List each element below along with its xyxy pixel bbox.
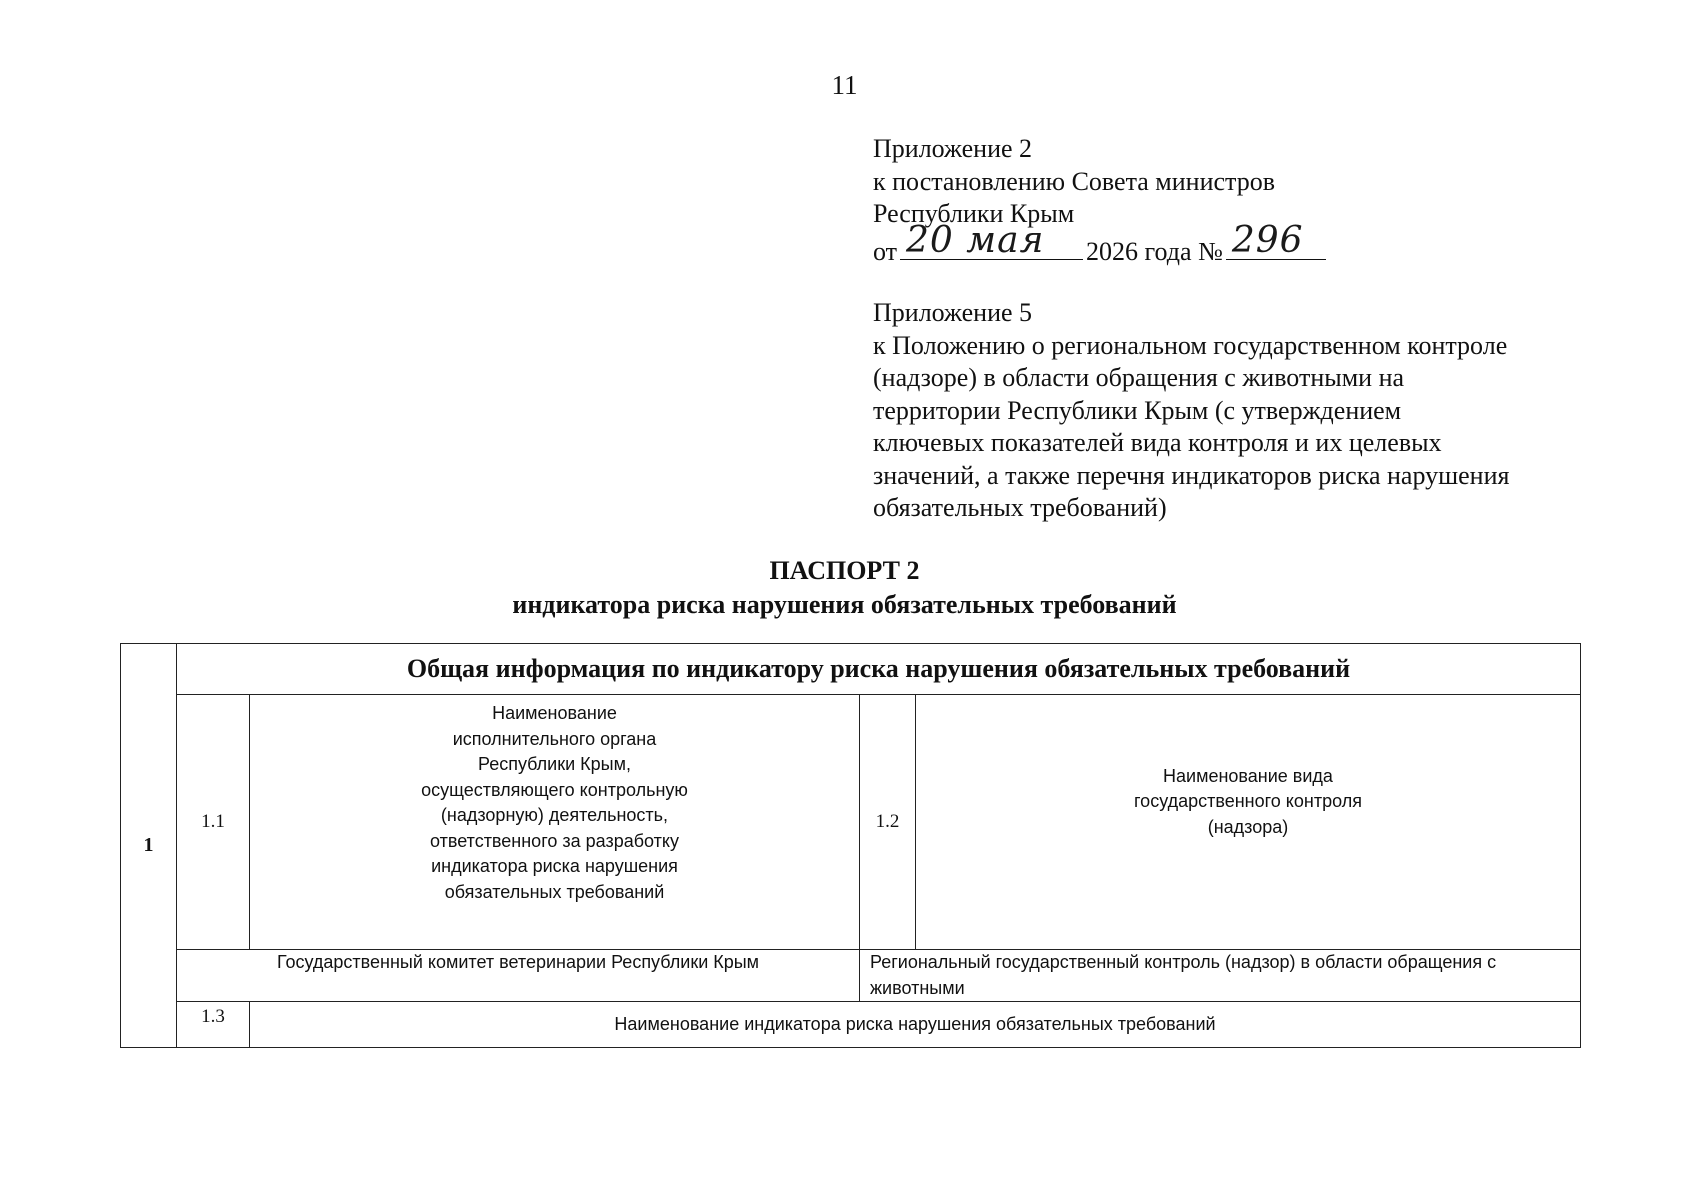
appendix-2-block xyxy=(873,133,1329,268)
label-line: обязательных требований xyxy=(444,881,665,902)
row-number: 1 xyxy=(121,644,177,1048)
appendix-5-line: (надзоре) в области обращения с животными на xyxy=(873,363,1405,392)
handwritten-date: 20 мая xyxy=(906,219,1045,261)
label-line: государственного контроля xyxy=(1134,791,1362,812)
appendix-2-date-line xyxy=(873,219,1329,269)
passport-table xyxy=(120,643,1581,1048)
label-line: индикатора риска нарушения xyxy=(431,856,678,876)
appendix-5-line: ключевых показателей вида контроля и их целевых xyxy=(873,428,1442,457)
field-label-1-1 xyxy=(250,695,860,950)
label-line: осуществляющего контрольную xyxy=(421,779,688,800)
field-number-1-3: 1.3 xyxy=(177,1002,250,1048)
label-line: исполнительного органа xyxy=(452,728,657,749)
appendix-2-line: Республики Крым xyxy=(873,199,1075,228)
handwritten-number: 296 xyxy=(1231,219,1304,261)
value-line: животными xyxy=(870,977,965,998)
appendix-5-line: обязательных требований) xyxy=(873,493,1167,522)
appendix-5-line: к Положению о региональном государственном контроле xyxy=(873,330,1508,360)
date-prefix: от xyxy=(873,236,898,266)
field-label-1-3: Наименование индикатора риска нарушения обязательных требований xyxy=(250,1002,1581,1048)
document-subtitle: индикатора риска нарушения обязательных требований xyxy=(512,590,1177,619)
field-number-1-2: 1.2 xyxy=(860,695,916,950)
date-blank xyxy=(900,219,1083,261)
appendix-5-block xyxy=(873,297,1509,525)
document-title: ПАСПОРТ 2 xyxy=(769,556,920,585)
field-label-1-2 xyxy=(916,695,1581,950)
label-line: (надзорную) деятельность, xyxy=(440,805,669,825)
page-number: 11 xyxy=(831,70,858,100)
label-line: (надзора) xyxy=(1207,816,1289,837)
field-number-1-1: 1.1 xyxy=(177,695,250,950)
appendix-5-heading: Приложение 5 xyxy=(873,298,1033,327)
year-text: 2026 года № xyxy=(1086,236,1223,266)
field-value-1-1: Государственный комитет ветеринарии Республики Крым xyxy=(177,950,860,1002)
section-header: Общая информация по индикатору риска нарушения обязательных требований xyxy=(177,644,1581,695)
appendix-5-line: территории Республики Крым (с утверждением xyxy=(873,395,1402,425)
label-line: Республики Крым, xyxy=(478,754,631,774)
appendix-2-heading: Приложение 2 xyxy=(873,134,1033,163)
value-line: Региональный государственный контроль (надзор) в области обращения с xyxy=(870,952,1497,972)
label-line: Наименование xyxy=(492,703,617,723)
appendix-2-line: к постановлению Совета министров xyxy=(873,166,1275,196)
label-line: Наименование вида xyxy=(1163,765,1333,786)
appendix-5-line: значений, а также перечня индикаторов риска нарушения xyxy=(873,460,1510,490)
number-blank xyxy=(1226,219,1326,261)
field-value-1-2 xyxy=(860,950,1581,1002)
label-line: ответственного за разработку xyxy=(430,830,679,851)
